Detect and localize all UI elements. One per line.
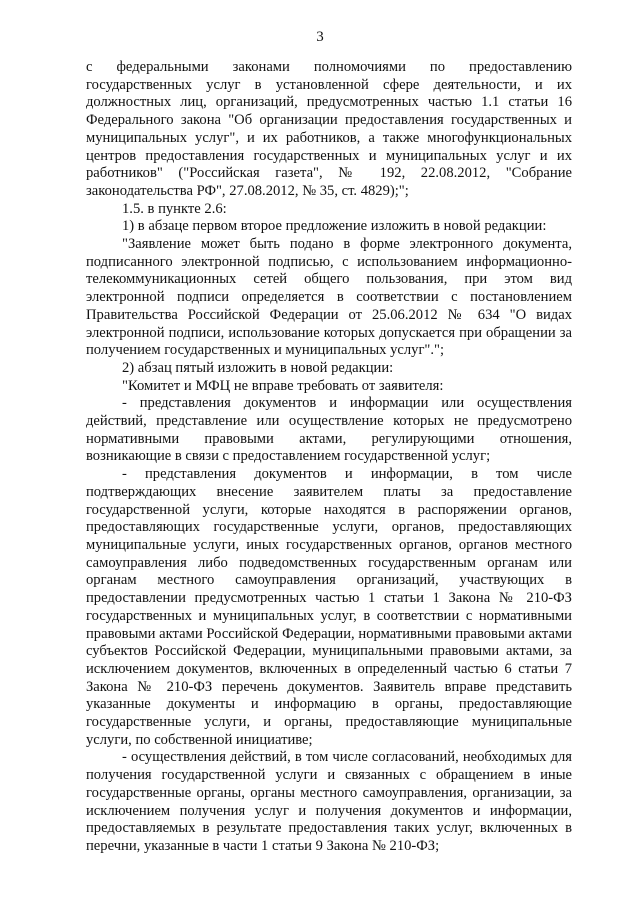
document-body bbox=[86, 59, 572, 856]
paragraph: с федеральными законами полномочиями по предоставлению государственных услуг в установленной сфере деятельности, и их должностных лиц, организаций, предусмотренных частью 1.1 статьи 16 Федерального закона "Об организации предоставления государственных и муниципальных услуг", и их работников, а также многофункциональных центров предоставления государственных и муниципальных услуг и их работников" ("Российская газета", № 192, 22.08.2012, "Собрание законодательства РФ", 27.08.2012, № 35, ст. 4829);"; bbox=[86, 59, 572, 199]
paragraph: - осуществления действий, в том числе согласований, необходимых для получения государственной услуги и связанных с обращением в иные государственные органы, органы местного самоуправления, организации, за исключением получения услуг и получения документов и информации, предоставляемых в результате предоставления таких услуг, включенных в перечни, указанные в части 1 статьи 9 Закона № 210-ФЗ; bbox=[86, 749, 572, 854]
page-number: 3 bbox=[316, 29, 324, 45]
paragraph: "Заявление может быть подано в форме электронного документа, подписанного электронной подписью, с использованием информационно-телекоммуникационных сетей общего пользования, при этом вид электронной подписи определяется в соответствии с постановлением Правительства Российской Федерации от 25.06.2012 № 634 "О видах электронной подписи, использование которых допускается при обращении за получением государственных и муниципальных услуг"."; bbox=[86, 236, 572, 359]
paragraph: 1.5. в пункте 2.6: bbox=[122, 200, 227, 217]
paragraph: 1) в абзаце первом второе предложение изложить в новой редакции: bbox=[122, 218, 547, 235]
paragraph: 2) абзац пятый изложить в новой редакции: bbox=[122, 359, 394, 376]
paragraph: "Комитет и МФЦ не вправе требовать от заявителя: bbox=[122, 377, 444, 394]
paragraph: - представления документов и информации, в том числе подтверждающих внесение заявителем платы за предоставление государственной услуги, которые находятся в распоряжении органов, предоставляющих государственные услуги, органов, предоставляющих муниципальные услуги, иных государственных органов, органов местного самоуправления либо подведомственных государственным органам или органам местного самоуправления организаций, участвующих в предоставлении предусмотренных частью 1 статьи 1 Закона № 210-ФЗ государственных и муниципальных услуг, в соответствии с нормативными правовыми актами Российской Федерации, нормативными правовыми актами субъектов Российской Федерации, муниципальными правовыми актами, за исключением документов, включенных в определенный частью 6 статьи 7 Закона № 210-ФЗ перечень документов. Заявитель вправе представить указанные документы и информацию в органы, предоставляющие государственные услуги, и органы, предоставляющие муниципальные услуги, по собственной инициативе; bbox=[86, 466, 572, 748]
paragraph: - представления документов и информации или осуществления действий, представление или осуществление которых не предусмотрено нормативными правовыми актами, регулирующими отношения, возникающие в связи с предоставлением государственной услуг; bbox=[86, 395, 572, 465]
